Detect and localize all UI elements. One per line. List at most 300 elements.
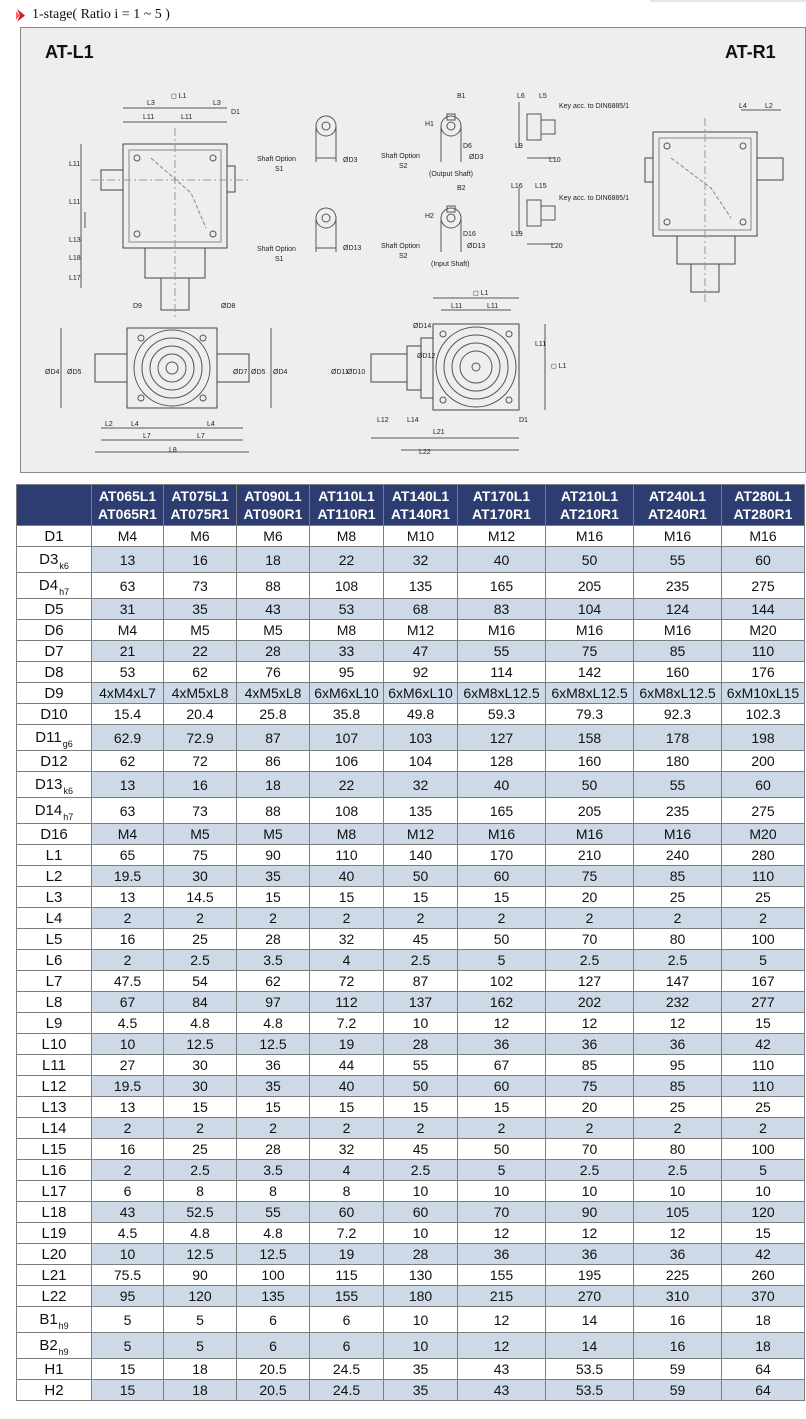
svg-text:L22: L22 [419,449,431,456]
value-cell: 14.5 [164,887,237,908]
value-cell: 2 [634,1118,722,1139]
value-cell: 31 [92,599,164,620]
parameter-name-cell [17,1244,92,1265]
section-title: 1-stage( Ratio i = 1 ~ 5 ) [32,7,170,22]
svg-text:L3: L3 [213,100,221,107]
value-cell: 100 [237,1265,310,1286]
value-cell: 140 [384,845,458,866]
value-cell: 155 [310,1286,384,1307]
value-cell: 160 [634,662,722,683]
table-row [17,683,805,704]
value-cell: 3.5 [237,950,310,971]
value-cell: 15 [458,887,546,908]
parameter-name-cell [17,1333,92,1359]
value-cell: 24.5 [310,1359,384,1380]
value-cell: 20 [546,1097,634,1118]
svg-text:ØD8: ØD8 [221,303,236,310]
value-cell: 50 [384,1076,458,1097]
svg-text:D16: D16 [463,231,476,238]
table-row [17,526,805,547]
svg-text:L4: L4 [739,103,747,110]
svg-text:ØD12: ØD12 [417,353,436,360]
value-cell: 10 [384,1307,458,1333]
svg-text:L13: L13 [69,237,81,244]
value-cell: 43 [458,1380,546,1401]
value-cell: 16 [92,1139,164,1160]
parameter-name: B1 [39,1311,58,1328]
value-cell: 72 [310,971,384,992]
svg-text:L16: L16 [511,183,523,190]
value-cell: 22 [164,641,237,662]
value-cell: 103 [384,725,458,751]
table-row [17,950,805,971]
value-cell: 55 [237,1202,310,1223]
parameter-name: L13 [41,1098,67,1116]
value-cell: 5 [164,1333,237,1359]
value-cell: 104 [546,599,634,620]
table-row [17,1202,805,1223]
svg-text:ØD13: ØD13 [343,245,362,252]
dimension-drawing [20,27,806,473]
parameter-name: D12 [40,752,68,770]
value-cell: 20.4 [164,704,237,725]
value-cell: 15 [384,887,458,908]
value-cell: 25.8 [237,704,310,725]
value-cell: M16 [546,620,634,641]
table-row [17,866,805,887]
model-name-l1: AT280L1 [734,488,792,504]
value-cell: 60 [458,866,546,887]
value-cell: 67 [92,992,164,1013]
parameter-name-cell [17,772,92,798]
table-body [17,526,805,1401]
svg-text:D6: D6 [463,143,472,150]
model-header-cell [634,485,722,526]
value-cell: M16 [458,824,546,845]
model-header-cell [722,485,805,526]
model-header-cell [164,485,237,526]
parameter-name: L19 [41,1224,67,1242]
value-cell: 40 [458,547,546,573]
value-cell: 5 [92,1307,164,1333]
table-row [17,547,805,573]
value-cell: M12 [458,526,546,547]
value-cell: 6 [237,1307,310,1333]
svg-text:ØD14: ØD14 [413,323,432,330]
value-cell: 15 [92,1380,164,1401]
value-cell: 13 [92,547,164,573]
value-cell: M6 [237,526,310,547]
parameter-name: L6 [45,951,63,969]
value-cell: 135 [384,798,458,824]
svg-text:L11: L11 [69,161,81,168]
value-cell: 44 [310,1055,384,1076]
value-cell: 14 [546,1307,634,1333]
table-row [17,971,805,992]
value-cell: 45 [384,929,458,950]
model-name-l1: AT090L1 [244,488,302,504]
value-cell: 5 [164,1307,237,1333]
value-cell: 165 [458,798,546,824]
value-cell: 110 [722,866,805,887]
section-title-row [16,6,170,24]
value-cell: 135 [237,1286,310,1307]
value-cell: 6 [310,1307,384,1333]
value-cell: 102.3 [722,704,805,725]
parameter-name: L14 [41,1119,67,1137]
value-cell: 15 [310,887,384,908]
value-cell: 108 [310,573,384,599]
value-cell: 5 [92,1333,164,1359]
value-cell: 210 [546,845,634,866]
value-cell: 12.5 [237,1034,310,1055]
value-cell: 2 [164,908,237,929]
value-cell: 55 [634,547,722,573]
value-cell: M16 [634,620,722,641]
value-cell: 15 [164,1097,237,1118]
table-row [17,1118,805,1139]
svg-text:L18: L18 [69,255,81,262]
parameter-name: L21 [41,1266,67,1284]
value-cell: 75 [546,641,634,662]
value-cell: 202 [546,992,634,1013]
value-cell: M16 [546,526,634,547]
table-row [17,824,805,845]
parameter-name: L8 [45,993,63,1011]
at-l1-front-view [61,328,271,452]
value-cell: 105 [634,1202,722,1223]
value-cell: 12.5 [237,1244,310,1265]
value-cell: 2.5 [634,950,722,971]
value-cell: 6xM6xL10 [310,683,384,704]
svg-text:ØD11: ØD11 [331,369,349,376]
value-cell: 27 [92,1055,164,1076]
value-cell: 10 [458,1181,546,1202]
table-row [17,641,805,662]
value-cell: 76 [237,662,310,683]
parameter-name: L9 [45,1014,63,1032]
parameter-name: L7 [45,972,63,990]
value-cell: 6xM8xL12.5 [546,683,634,704]
model-name-r1: AT110R1 [317,506,376,522]
value-cell: 106 [310,751,384,772]
svg-text:L11: L11 [535,341,547,348]
value-cell: 50 [546,547,634,573]
value-cell: 62 [237,971,310,992]
value-cell: 80 [634,929,722,950]
value-cell: 2 [92,908,164,929]
value-cell: 4.8 [164,1013,237,1034]
parameter-name-cell [17,573,92,599]
svg-text:ØD3: ØD3 [343,157,358,164]
table-row [17,1333,805,1359]
value-cell: 18 [237,547,310,573]
value-cell: 170 [458,845,546,866]
value-cell: 52.5 [164,1202,237,1223]
table-row [17,1013,805,1034]
value-cell: 49.8 [384,704,458,725]
value-cell: 59 [634,1380,722,1401]
value-cell: 10 [384,1013,458,1034]
value-cell: 28 [384,1244,458,1265]
parameter-name-cell [17,908,92,929]
svg-text:Key acc. to DIN6885/1: Key acc. to DIN6885/1 [559,103,630,110]
parameter-name: D3 [39,551,59,568]
value-cell: 16 [634,1333,722,1359]
value-cell: 55 [634,772,722,798]
value-cell: 92 [384,662,458,683]
value-cell: 36 [634,1244,722,1265]
model-header-cell [92,485,164,526]
table-row [17,704,805,725]
value-cell: 95 [634,1055,722,1076]
shaft-option-s2-input [441,206,461,252]
value-cell: 4.8 [237,1013,310,1034]
value-cell: 280 [722,845,805,866]
parameter-name-cell [17,1076,92,1097]
value-cell: 12 [634,1013,722,1034]
model-name-l1: AT065L1 [98,488,157,504]
svg-text:D1: D1 [231,109,240,116]
value-cell: 54 [164,971,237,992]
svg-text:L11: L11 [181,114,193,121]
svg-text:Shaft Option: Shaft Option [381,243,420,250]
svg-text:L15: L15 [535,183,547,190]
table-row [17,1380,805,1401]
value-cell: 275 [722,798,805,824]
value-cell: 50 [458,1139,546,1160]
parameter-tolerance: k6 [59,561,69,571]
value-cell: 35.8 [310,704,384,725]
parameter-name: D9 [44,684,64,702]
value-cell: M16 [458,620,546,641]
value-cell: 32 [384,772,458,798]
parameter-name-cell [17,1034,92,1055]
value-cell: 195 [546,1265,634,1286]
parameter-name: D11 [35,729,62,746]
parameter-name: L17 [41,1182,67,1200]
value-cell: 137 [384,992,458,1013]
table-row [17,725,805,751]
value-cell: 270 [546,1286,634,1307]
value-cell: 165 [458,573,546,599]
shaft-option-s1-output [316,116,336,162]
value-cell: 72.9 [164,725,237,751]
table-row [17,1307,805,1333]
value-cell: 225 [634,1265,722,1286]
parameter-name-cell [17,1139,92,1160]
value-cell: M20 [722,620,805,641]
value-cell: 85 [546,1055,634,1076]
value-cell: 32 [310,1139,384,1160]
value-cell: 128 [458,751,546,772]
parameter-name: D1 [44,527,64,545]
svg-text:L14: L14 [407,417,419,424]
value-cell: 232 [634,992,722,1013]
value-cell: 2.5 [546,1160,634,1181]
model-name-l1: AT140L1 [391,488,450,504]
value-cell: 19 [310,1244,384,1265]
parameter-name: L1 [45,846,63,864]
shaft-option-s1-input [316,208,336,252]
value-cell: 10 [546,1181,634,1202]
value-cell: 260 [722,1265,805,1286]
value-cell: 87 [384,971,458,992]
value-cell: 73 [164,798,237,824]
value-cell: 12 [458,1223,546,1244]
value-cell: 70 [458,1202,546,1223]
value-cell: 64 [722,1380,805,1401]
parameter-name-cell [17,929,92,950]
value-cell: 7.2 [310,1223,384,1244]
value-cell: 24.5 [310,1380,384,1401]
value-cell: 35 [237,1076,310,1097]
value-cell: 90 [546,1202,634,1223]
parameter-tolerance: g6 [62,739,73,749]
table-row [17,751,805,772]
value-cell: 10 [634,1181,722,1202]
parameter-name-cell [17,751,92,772]
value-cell: 63 [92,798,164,824]
value-cell: M16 [634,824,722,845]
at-r1-side-view [645,110,783,303]
parameter-name-cell [17,1286,92,1307]
value-cell: 90 [237,845,310,866]
value-cell: 28 [237,929,310,950]
table-row [17,1139,805,1160]
value-cell: 19.5 [92,1076,164,1097]
value-cell: 12 [634,1223,722,1244]
value-cell: 120 [722,1202,805,1223]
svg-text:L11: L11 [143,114,155,121]
value-cell: 18 [237,772,310,798]
value-cell: 86 [237,751,310,772]
value-cell: 6xM10xL15 [722,683,805,704]
value-cell: 28 [237,641,310,662]
value-cell: 2 [546,908,634,929]
svg-text:L11: L11 [69,199,81,206]
value-cell: 79.3 [546,704,634,725]
value-cell: 127 [458,725,546,751]
svg-text:ØD5: ØD5 [67,369,82,376]
value-cell: M20 [722,824,805,845]
svg-text:ØD5: ØD5 [251,369,266,376]
value-cell: 25 [722,887,805,908]
model-header-cell [310,485,384,526]
model-header-cell [237,485,310,526]
svg-text:◻ L1: ◻ L1 [473,290,489,297]
table-header-row [17,485,805,526]
value-cell: 32 [310,929,384,950]
model-name-l1: AT170L1 [472,488,531,504]
parameter-name-cell [17,845,92,866]
value-cell: M5 [237,620,310,641]
value-cell: M4 [92,620,164,641]
value-cell: 4.5 [92,1013,164,1034]
value-cell: 12 [458,1307,546,1333]
model-name-r1: AT170R1 [472,506,531,522]
value-cell: 144 [722,599,805,620]
parameter-name-cell [17,662,92,683]
table-row [17,1265,805,1286]
value-cell: 158 [546,725,634,751]
value-cell: 310 [634,1286,722,1307]
parameter-name: D10 [40,705,68,723]
model-name-l1: AT075L1 [171,488,229,504]
svg-text:L4: L4 [207,421,215,428]
value-cell: 8 [310,1181,384,1202]
svg-text:L5: L5 [539,93,547,100]
svg-text:L7: L7 [143,433,151,440]
value-cell: 60 [722,547,805,573]
value-cell: 240 [634,845,722,866]
value-cell: 4.8 [237,1223,310,1244]
table-row [17,1076,805,1097]
svg-text:◻ L1: ◻ L1 [551,363,567,370]
value-cell: 20.5 [237,1359,310,1380]
parameter-name: D5 [44,600,64,618]
svg-text:L2: L2 [105,421,113,428]
value-cell: 205 [546,798,634,824]
value-cell: 14 [546,1333,634,1359]
value-cell: 107 [310,725,384,751]
value-cell: M4 [92,824,164,845]
parameter-name-cell [17,547,92,573]
parameter-name-cell [17,1265,92,1286]
value-cell: 8 [164,1181,237,1202]
table-row [17,798,805,824]
value-cell: 36 [458,1244,546,1265]
value-cell: 25 [634,887,722,908]
value-cell: 62 [92,751,164,772]
parameter-name-cell [17,1307,92,1333]
value-cell: 55 [458,641,546,662]
parameter-name: D4 [38,577,59,594]
value-cell: 110 [310,845,384,866]
table-row [17,599,805,620]
value-cell: 104 [384,751,458,772]
value-cell: 16 [164,772,237,798]
value-cell: 53 [310,599,384,620]
value-cell: M5 [164,620,237,641]
shaft-option-s2-output [441,114,461,162]
value-cell: 15 [458,1097,546,1118]
parameter-name: D7 [44,642,64,660]
parameter-name-cell [17,992,92,1013]
value-cell: 114 [458,662,546,683]
value-cell: 36 [546,1244,634,1265]
value-cell: 275 [722,573,805,599]
value-cell: 60 [384,1202,458,1223]
value-cell: 15 [237,887,310,908]
value-cell: 200 [722,751,805,772]
key-detail-output [519,102,555,158]
value-cell: M16 [546,824,634,845]
svg-text:L9: L9 [515,143,523,150]
drawing-label-right: AT-R1 [725,42,776,62]
svg-text:B2: B2 [457,185,466,192]
value-cell: 18 [164,1359,237,1380]
value-cell: 100 [722,929,805,950]
parameter-name-cell [17,620,92,641]
value-cell: 198 [722,725,805,751]
value-cell: 2 [458,908,546,929]
parameter-name-cell [17,824,92,845]
model-name-r1: AT210R1 [560,506,619,522]
value-cell: 235 [634,798,722,824]
value-cell: 84 [164,992,237,1013]
value-cell: 162 [458,992,546,1013]
